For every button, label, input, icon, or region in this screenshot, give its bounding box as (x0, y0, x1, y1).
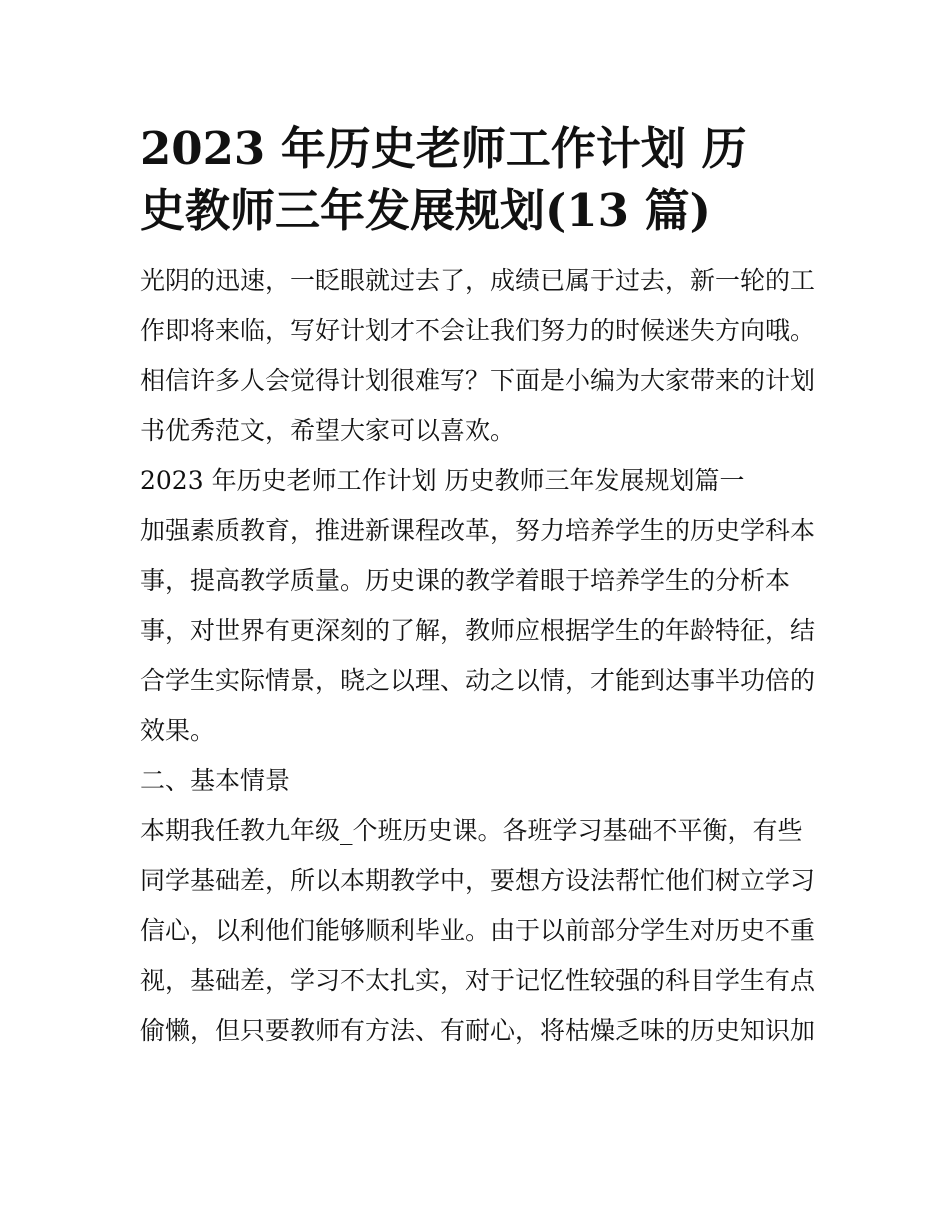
body-paragraph-2 (140, 806, 816, 1056)
text-line: 本期我任教九年级_个班历史课。各班学习基础不平衡，有些 (140, 816, 803, 845)
document-title (140, 118, 812, 242)
title-line: 史教师三年发展规划(13 篇) (140, 184, 711, 237)
text-line: 加强素质教育，推进新课程改革，努力培养学生的历史学科本 (140, 516, 816, 545)
text-line: 光阴的迅速，一眨眼就过去了，成绩已属于过去，新一轮的工 (140, 266, 816, 295)
text-line: 效果。 (140, 716, 216, 745)
article-heading: 2023 年历史老师工作计划 历史教师三年发展规划篇一 (140, 466, 745, 495)
text-line: 事，提高教学质量。历史课的教学着眼于培养学生的分析本 (140, 566, 791, 595)
text-line: 书优秀范文，希望大家可以喜欢。 (140, 416, 516, 445)
text-line: 作即将来临，写好计划才不会让我们努力的时候迷失方向哦。 (140, 316, 816, 345)
text-line: 同学基础差，所以本期教学中，要想方设法帮忙他们树立学习 (140, 866, 816, 895)
document-content (140, 118, 816, 1056)
text-line: 合学生实际情景，晓之以理、动之以情，才能到达事半功倍的 (140, 666, 816, 695)
intro-paragraph (140, 256, 816, 456)
text-line: 视，基础差，学习不太扎实，对于记忆性较强的科目学生有点 (140, 966, 816, 995)
body-paragraph-1 (140, 506, 816, 756)
text-line: 事，对世界有更深刻的了解，教师应根据学生的年龄特征，结 (140, 616, 816, 645)
title-line: 2023 年历史老师工作计划 历 (140, 122, 747, 175)
text-line: 信心，以利他们能够顺利毕业。由于以前部分学生对历史不重 (140, 916, 816, 945)
text-line: 偷懒，但只要教师有方法、有耐心，将枯燥乏味的历史知识加 (140, 1016, 816, 1045)
section-heading: 二、基本情景 (140, 766, 291, 795)
text-line: 相信许多人会觉得计划很难写？下面是小编为大家带来的计划 (140, 366, 816, 395)
